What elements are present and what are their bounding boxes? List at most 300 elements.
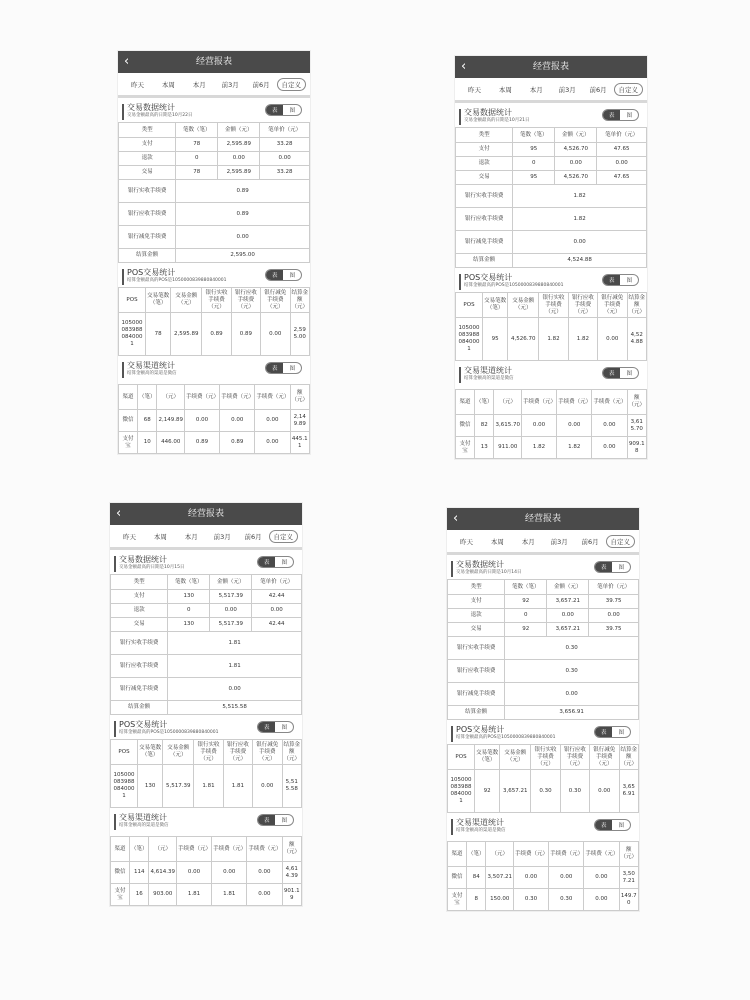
section-marker — [114, 814, 116, 830]
table-cell: 3,657.21 — [547, 623, 589, 637]
toggle-chart[interactable]: 图 — [281, 560, 287, 566]
table-cell: 92 — [505, 623, 547, 637]
table-row — [448, 623, 639, 637]
section-title: POS交易统计 — [127, 268, 176, 277]
table-row — [119, 166, 310, 180]
view-toggle — [602, 367, 639, 379]
row-label: 支付宝 — [448, 889, 467, 911]
table-row — [456, 157, 647, 171]
toggle-chart[interactable]: 图 — [281, 725, 287, 731]
column-header: （笔） — [137, 385, 157, 410]
pos-stats-section — [118, 263, 310, 287]
tab-this-month[interactable]: 本月 — [529, 85, 543, 94]
table-cell: 0.00 — [218, 152, 260, 166]
nav-header — [447, 508, 639, 530]
toggle-chart[interactable]: 图 — [626, 113, 632, 119]
nav-header — [110, 503, 302, 525]
tab-last-3-months[interactable]: 前3月 — [550, 537, 568, 546]
toggle-table[interactable]: 表 — [266, 363, 284, 373]
row-label: 交易 — [119, 166, 176, 180]
column-header: 手续费（元） — [247, 837, 282, 862]
toggle-chart[interactable]: 图 — [618, 565, 624, 571]
table-cell: 1.82 — [557, 437, 592, 459]
channel-stats-section — [118, 356, 310, 380]
column-header: 笔数（笔） — [168, 575, 210, 590]
tab-last-6-months[interactable]: 前6月 — [244, 532, 262, 541]
tab-last-6-months[interactable]: 前6月 — [589, 85, 607, 94]
row-label: 交易 — [111, 618, 168, 632]
table-cell: 5,517.39 — [163, 765, 194, 808]
column-header: （元） — [157, 385, 185, 410]
table-cell: 4,614.39 — [149, 862, 177, 884]
table-cell: 3,657.21 — [547, 595, 589, 609]
table-row — [111, 655, 302, 678]
column-header: 交易金额（元） — [500, 745, 531, 770]
column-header: 结算金额（元） — [627, 293, 647, 318]
column-header: 笔单价（元） — [260, 123, 310, 138]
table-cell: 3,656.91 — [619, 770, 639, 813]
table-cell: 0.00 — [261, 313, 290, 356]
table-cell: 0.00 — [210, 604, 252, 618]
row-label: 银行应收手续费 — [119, 203, 176, 226]
table-row — [119, 432, 310, 454]
table-cell: 3,615.70 — [494, 415, 522, 437]
tab-this-week[interactable]: 本周 — [490, 537, 504, 546]
table-row — [119, 410, 310, 432]
column-header: 银行减免手续费（元） — [590, 745, 619, 770]
column-header: 手续费（元） — [592, 390, 627, 415]
toggle-table[interactable]: 表 — [595, 727, 613, 737]
view-toggle — [594, 819, 631, 831]
column-header: 笔数（笔） — [513, 128, 555, 143]
tab-last-3-months[interactable]: 前3月 — [558, 85, 576, 94]
table-header-row — [456, 293, 647, 318]
tab-last-6-months[interactable]: 前6月 — [252, 80, 270, 89]
table-cell: 1.82 — [568, 318, 597, 361]
column-header: 手续费（元） — [549, 842, 584, 867]
column-header: （元） — [149, 837, 177, 862]
header-title: 经营报表 — [532, 62, 569, 72]
table-row — [119, 249, 310, 263]
table-cell: 0.00 — [247, 862, 282, 884]
table-cell: 3,657.21 — [500, 770, 531, 813]
row-label: 退款 — [448, 609, 505, 623]
table-cell: 0.00 — [176, 862, 211, 884]
table-cell: 1.82 — [513, 185, 647, 208]
table-header-row — [448, 842, 639, 867]
table-cell: 3,615.70 — [627, 415, 647, 437]
table-cell: 84 — [466, 867, 486, 889]
table-cell: 130 — [138, 765, 163, 808]
section-title: 交易渠道统计 — [464, 366, 512, 375]
section-subtitle: 交易金额最高的日期是10月21日 — [464, 118, 530, 123]
table-cell: 2,149.89 — [290, 410, 310, 432]
table-cell: 78 — [176, 166, 218, 180]
channel-stats-table — [118, 384, 310, 454]
column-header: 银行减免手续费（元） — [261, 288, 290, 313]
table-row — [456, 415, 647, 437]
pos-stats-section — [110, 715, 302, 739]
table-cell: 4,526.70 — [555, 171, 597, 185]
column-header: 交易笔数（笔） — [146, 288, 171, 313]
table-cell: 0.00 — [592, 437, 627, 459]
table-cell: 0.00 — [184, 410, 219, 432]
table-cell: 5,517.39 — [210, 590, 252, 604]
table-cell: 4,614.39 — [282, 862, 302, 884]
section-marker — [122, 269, 124, 285]
table-cell: 92 — [505, 595, 547, 609]
section-subtitle: 结算金额高的渠道是微信 — [127, 371, 177, 376]
toggle-table[interactable]: 表 — [258, 815, 276, 825]
table-cell: 4,524.88 — [627, 318, 647, 361]
table-cell: 16 — [129, 884, 149, 906]
channel-stats-table — [447, 841, 639, 911]
column-header: 交易金额（元） — [508, 293, 539, 318]
row-label: 结算金额 — [456, 254, 513, 268]
table-cell: 2,595.00 — [290, 313, 310, 356]
table-cell: 903.00 — [149, 884, 177, 906]
toggle-table[interactable]: 表 — [266, 105, 284, 115]
row-label: 银行减免手续费 — [456, 231, 513, 254]
table-cell: 114 — [129, 862, 149, 884]
table-cell: 33.28 — [260, 166, 310, 180]
column-header: 银行实收手续费（元） — [194, 740, 223, 765]
trade-stats-section — [118, 98, 310, 122]
table-cell: 0.00 — [549, 867, 584, 889]
table-cell: 0 — [513, 157, 555, 171]
toggle-table[interactable]: 表 — [595, 562, 613, 572]
table-header-row — [119, 385, 310, 410]
table-cell: 0.00 — [176, 226, 310, 249]
tab-this-week[interactable]: 本周 — [498, 85, 512, 94]
table-cell: 0.30 — [513, 889, 548, 911]
table-cell: 1.81 — [168, 655, 302, 678]
pos-stats-table — [110, 739, 302, 808]
table-row — [448, 867, 639, 889]
column-header: 笔数（笔） — [176, 123, 218, 138]
table-cell: 33.28 — [260, 138, 310, 152]
column-header: 金额（元） — [547, 580, 589, 595]
table-row — [111, 590, 302, 604]
custom-range-button[interactable]: 自定义 — [606, 535, 636, 548]
table-cell: 1.82 — [521, 437, 556, 459]
column-header: 金额（元） — [210, 575, 252, 590]
tab-this-month[interactable]: 本月 — [521, 537, 535, 546]
table-cell: 0.89 — [202, 313, 231, 356]
row-label: 银行应收手续费 — [111, 655, 168, 678]
row-label: 交易 — [456, 171, 513, 185]
toggle-table[interactable]: 表 — [603, 368, 621, 378]
column-header: POS — [456, 293, 483, 318]
tab-this-month[interactable]: 本月 — [184, 532, 198, 541]
table-cell: 0.00 — [505, 683, 639, 706]
column-header: POS — [448, 745, 475, 770]
row-label: 支付宝 — [456, 437, 475, 459]
table-header-row — [448, 745, 639, 770]
table-cell: 0.30 — [505, 637, 639, 660]
table-cell: 0.00 — [584, 867, 619, 889]
custom-range-button[interactable]: 自定义 — [277, 78, 307, 91]
row-label: 银行减免手续费 — [448, 683, 505, 706]
column-header: 银行减免手续费（元） — [253, 740, 282, 765]
table-cell: 0.00 — [589, 609, 639, 623]
table-cell: 0.30 — [505, 660, 639, 683]
table-cell: 47.65 — [597, 143, 647, 157]
column-header: 银行应收手续费（元） — [560, 745, 589, 770]
table-cell: 13 — [474, 437, 494, 459]
pos-stats-table — [118, 287, 310, 356]
table-row — [456, 437, 647, 459]
column-header: 交易笔数（笔） — [483, 293, 508, 318]
pos-id-cell: 1050000839880840001 — [119, 313, 146, 356]
table-cell: 68 — [137, 410, 157, 432]
table-cell: 1.81 — [176, 884, 211, 906]
table-cell: 5,515.58 — [168, 701, 302, 715]
toggle-table[interactable]: 表 — [603, 275, 621, 285]
channel-stats-table — [110, 836, 302, 906]
column-header: 手续费（元） — [557, 390, 592, 415]
toggle-chart[interactable]: 图 — [281, 818, 287, 824]
column-header: （元） — [494, 390, 522, 415]
table-header-row — [111, 575, 302, 590]
back-arrow-icon[interactable]: ‹ — [453, 511, 459, 526]
toggle-table[interactable]: 表 — [258, 722, 276, 732]
column-header: 渠道 — [119, 385, 138, 410]
table-row — [111, 632, 302, 655]
table-cell: 3,656.91 — [505, 706, 639, 720]
row-label: 银行实收手续费 — [119, 180, 176, 203]
table-cell: 0.00 — [253, 765, 282, 808]
column-header: 类型 — [456, 128, 513, 143]
table-row — [119, 152, 310, 166]
trade-stats-section — [110, 550, 302, 574]
table-cell: 4,526.70 — [508, 318, 539, 361]
table-cell: 0.00 — [547, 609, 589, 623]
table-cell: 5,517.39 — [210, 618, 252, 632]
row-label: 银行应收手续费 — [448, 660, 505, 683]
table-row — [448, 770, 639, 813]
table-cell: 150.00 — [486, 889, 514, 911]
pos-stats-section — [455, 268, 647, 292]
section-subtitle: 结算金额最高的POS是1050000839880840001 — [119, 730, 219, 735]
table-row — [448, 637, 639, 660]
toggle-chart[interactable]: 图 — [289, 273, 295, 279]
tab-yesterday[interactable]: 昨天 — [459, 537, 473, 546]
table-row — [111, 884, 302, 906]
column-header: 金额（元） — [555, 128, 597, 143]
table-cell: 2,595.89 — [218, 166, 260, 180]
table-cell: 42.44 — [252, 618, 302, 632]
tab-yesterday[interactable]: 昨天 — [122, 532, 136, 541]
table-header-row — [456, 128, 647, 143]
view-toggle — [265, 104, 302, 116]
column-header: （笔） — [466, 842, 486, 867]
column-header: 银行应收手续费（元） — [223, 740, 252, 765]
row-label: 银行减免手续费 — [119, 226, 176, 249]
pos-id-cell: 1050000839880840001 — [448, 770, 475, 813]
toggle-chart[interactable]: 图 — [618, 730, 624, 736]
table-cell: 4,524.88 — [513, 254, 647, 268]
column-header: 银行减免手续费（元） — [598, 293, 627, 318]
table-row — [119, 226, 310, 249]
section-marker — [114, 721, 116, 737]
table-cell: 0.00 — [592, 415, 627, 437]
report-screen — [118, 51, 310, 454]
toggle-chart[interactable]: 图 — [289, 366, 295, 372]
column-header: 渠道 — [448, 842, 467, 867]
table-row — [111, 701, 302, 715]
table-row — [111, 765, 302, 808]
section-marker — [459, 274, 461, 290]
back-arrow-icon[interactable]: ‹ — [124, 54, 130, 69]
row-label: 支付宝 — [119, 432, 138, 454]
table-header-row — [119, 288, 310, 313]
custom-range-button[interactable]: 自定义 — [614, 83, 644, 96]
section-marker — [451, 726, 453, 742]
section-marker — [122, 104, 124, 120]
trade-stats-section — [447, 555, 639, 579]
channel-stats-section — [455, 361, 647, 385]
column-header: 银行实收手续费（元） — [539, 293, 568, 318]
column-header: 手续费（元） — [212, 837, 247, 862]
tab-this-month[interactable]: 本月 — [192, 80, 206, 89]
back-arrow-icon[interactable]: ‹ — [116, 506, 122, 521]
section-subtitle: 结算金额高的渠道是微信 — [464, 376, 514, 381]
table-cell: 4,526.70 — [555, 143, 597, 157]
section-marker — [114, 556, 116, 572]
table-cell: 1.81 — [212, 884, 247, 906]
row-label: 微信 — [119, 410, 138, 432]
table-cell: 1.82 — [539, 318, 568, 361]
table-cell: 39.75 — [589, 595, 639, 609]
row-label: 结算金额 — [448, 706, 505, 720]
toggle-table[interactable]: 表 — [595, 820, 613, 830]
row-label: 银行实收手续费 — [111, 632, 168, 655]
table-row — [119, 203, 310, 226]
table-row — [448, 706, 639, 720]
table-cell: 130 — [168, 590, 210, 604]
tab-last-3-months[interactable]: 前3月 — [221, 80, 239, 89]
table-cell: 0.00 — [252, 604, 302, 618]
trade-stats-table — [118, 122, 310, 263]
section-marker — [122, 362, 124, 378]
table-header-row — [448, 580, 639, 595]
period-tabs — [110, 525, 302, 550]
row-label: 银行实收手续费 — [456, 185, 513, 208]
period-tabs — [118, 73, 310, 98]
row-label: 结算金额 — [119, 249, 176, 263]
toggle-table[interactable]: 表 — [258, 557, 276, 567]
column-header: 银行应收手续费（元） — [231, 288, 260, 313]
table-cell: 1.81 — [194, 765, 223, 808]
table-cell: 0.30 — [560, 770, 589, 813]
table-cell: 0.89 — [220, 432, 255, 454]
view-toggle — [594, 726, 631, 738]
report-screen — [447, 508, 639, 911]
custom-range-button[interactable]: 自定义 — [269, 530, 299, 543]
column-header: POS — [119, 288, 146, 313]
table-row — [448, 595, 639, 609]
section-title: 交易数据统计 — [464, 108, 512, 117]
table-row — [448, 660, 639, 683]
section-subtitle: 结算金额高的渠道是微信 — [456, 828, 506, 833]
table-cell: 47.65 — [597, 171, 647, 185]
pos-id-cell: 1050000839880840001 — [111, 765, 138, 808]
column-header: （笔） — [129, 837, 149, 862]
section-title: POS交易统计 — [456, 725, 505, 734]
tab-last-6-months[interactable]: 前6月 — [581, 537, 599, 546]
table-row — [448, 609, 639, 623]
column-header: 手续费（元） — [521, 390, 556, 415]
row-label: 微信 — [456, 415, 475, 437]
toggle-chart[interactable]: 图 — [289, 108, 295, 114]
table-cell: 0.89 — [176, 180, 310, 203]
tab-this-week[interactable]: 本周 — [161, 80, 175, 89]
column-header: 额（元） — [627, 390, 647, 415]
section-title: POS交易统计 — [119, 720, 168, 729]
section-subtitle: 结算金额最高的POS是1050000839880840001 — [456, 735, 556, 740]
toggle-chart[interactable]: 图 — [626, 371, 632, 377]
section-title: 交易数据统计 — [456, 560, 504, 569]
row-label: 退款 — [119, 152, 176, 166]
section-marker — [451, 561, 453, 577]
tab-this-week[interactable]: 本周 — [153, 532, 167, 541]
back-arrow-icon[interactable]: ‹ — [461, 59, 467, 74]
toggle-table[interactable]: 表 — [266, 270, 284, 280]
channel-stats-section — [447, 813, 639, 837]
tab-yesterday[interactable]: 昨天 — [467, 85, 481, 94]
view-toggle — [602, 274, 639, 286]
toggle-chart[interactable]: 图 — [626, 278, 632, 284]
table-cell: 0.30 — [549, 889, 584, 911]
report-screen — [455, 56, 647, 459]
column-header: 结算金额（元） — [282, 740, 302, 765]
table-cell: 0.89 — [176, 203, 310, 226]
row-label: 银行应收手续费 — [456, 208, 513, 231]
table-cell: 0.00 — [557, 415, 592, 437]
table-row — [119, 313, 310, 356]
toggle-table[interactable]: 表 — [603, 110, 621, 120]
table-cell: 446.00 — [157, 432, 185, 454]
table-cell: 78 — [176, 138, 218, 152]
row-label: 退款 — [111, 604, 168, 618]
toggle-chart[interactable]: 图 — [618, 823, 624, 829]
row-label: 支付 — [111, 590, 168, 604]
table-header-row — [456, 390, 647, 415]
column-header: （笔） — [474, 390, 494, 415]
column-header: 笔单价（元） — [252, 575, 302, 590]
trade-stats-section — [455, 103, 647, 127]
table-row — [111, 862, 302, 884]
table-cell: 911.00 — [494, 437, 522, 459]
row-label: 支付宝 — [111, 884, 130, 906]
column-header: 手续费（元） — [513, 842, 548, 867]
tab-last-3-months[interactable]: 前3月 — [213, 532, 231, 541]
column-header: 渠道 — [111, 837, 130, 862]
pos-stats-section — [447, 720, 639, 744]
table-row — [456, 185, 647, 208]
table-row — [111, 604, 302, 618]
header-title: 经营报表 — [195, 57, 232, 67]
row-label: 银行实收手续费 — [448, 637, 505, 660]
column-header: 金额（元） — [218, 123, 260, 138]
tab-yesterday[interactable]: 昨天 — [130, 80, 144, 89]
table-cell: 78 — [146, 313, 171, 356]
table-cell: 2,595.89 — [171, 313, 202, 356]
table-cell: 0.00 — [168, 678, 302, 701]
column-header: 额（元） — [290, 385, 310, 410]
table-cell: 0.00 — [598, 318, 627, 361]
